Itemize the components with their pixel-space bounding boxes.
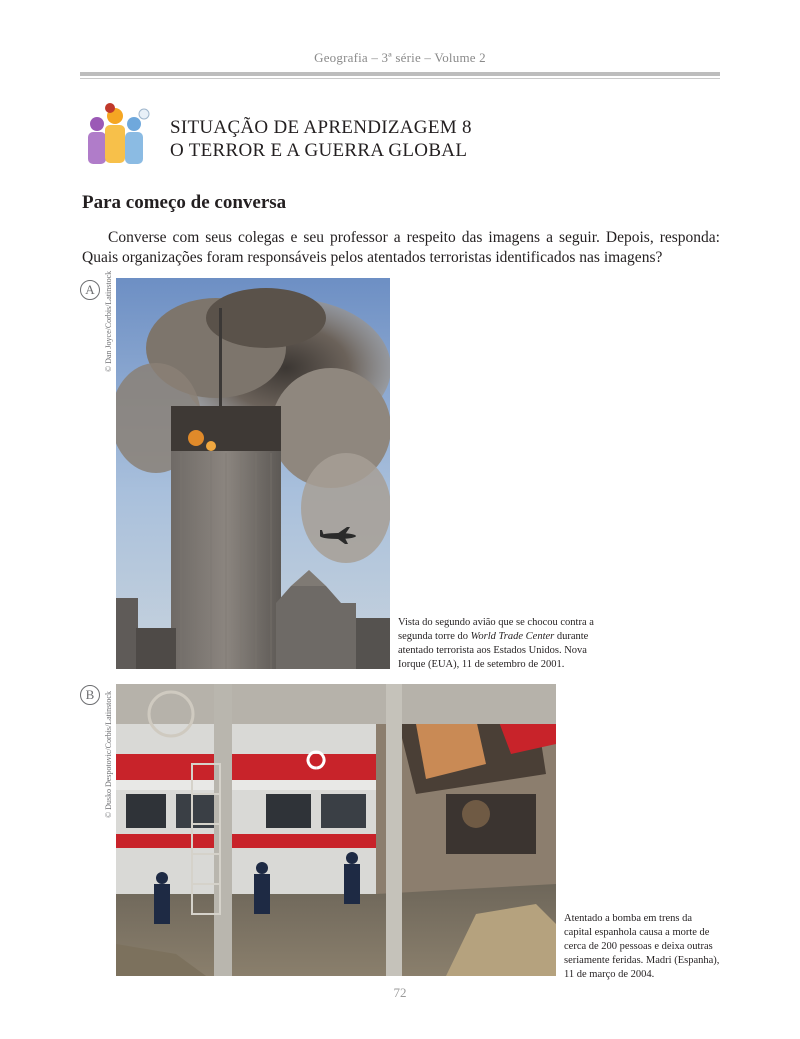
running-header: Geografia – 3ª série – Volume 2: [314, 50, 486, 65]
photo-madrid-train: [116, 684, 556, 976]
header-rule-thin: [80, 78, 720, 79]
section-title-line2: O TERROR E A GUERRA GLOBAL: [170, 140, 468, 161]
header-rule: [80, 72, 720, 76]
figure-a-credit: © Dan Joyce/Corbis/Latinstock: [104, 270, 113, 372]
figure-b-credit: © Dusko Despotovic/Corbis/Latinstock: [104, 691, 113, 818]
intro-paragraph: [82, 228, 720, 268]
figure-b-label: B: [80, 685, 100, 705]
people-group-icon: [82, 102, 158, 166]
photo-wtc: [116, 278, 390, 669]
section-title-line1: SITUAÇÃO DE APRENDIZAGEM 8: [170, 117, 472, 138]
section-heading: [170, 116, 472, 162]
page-number: 72: [393, 985, 407, 1000]
figure-b-caption: Atentado a bomba em trens da capital espanhola causa a morte de cerca de 200 pessoas e deixa outras seriamente feridas. Madri (Espanha), 11 de março de 2004.: [564, 913, 720, 980]
subheading: Para começo de conversa: [82, 192, 287, 213]
figure-a-caption: Vista do segundo avião que se chocou contra a segunda torre do World Trade Center durante atentado terrorista aos Estados Unidos. Nova Iorque (EUA), 11 de setembro de 2001.: [398, 617, 594, 670]
figure-a-label: A: [80, 280, 100, 300]
intro-text: Converse com seus colegas e seu professor a respeito das imagens a seguir. Depois, responda: Quais organizações foram responsáveis pelos atentados terroristas identificados nas imagens?: [82, 229, 720, 266]
